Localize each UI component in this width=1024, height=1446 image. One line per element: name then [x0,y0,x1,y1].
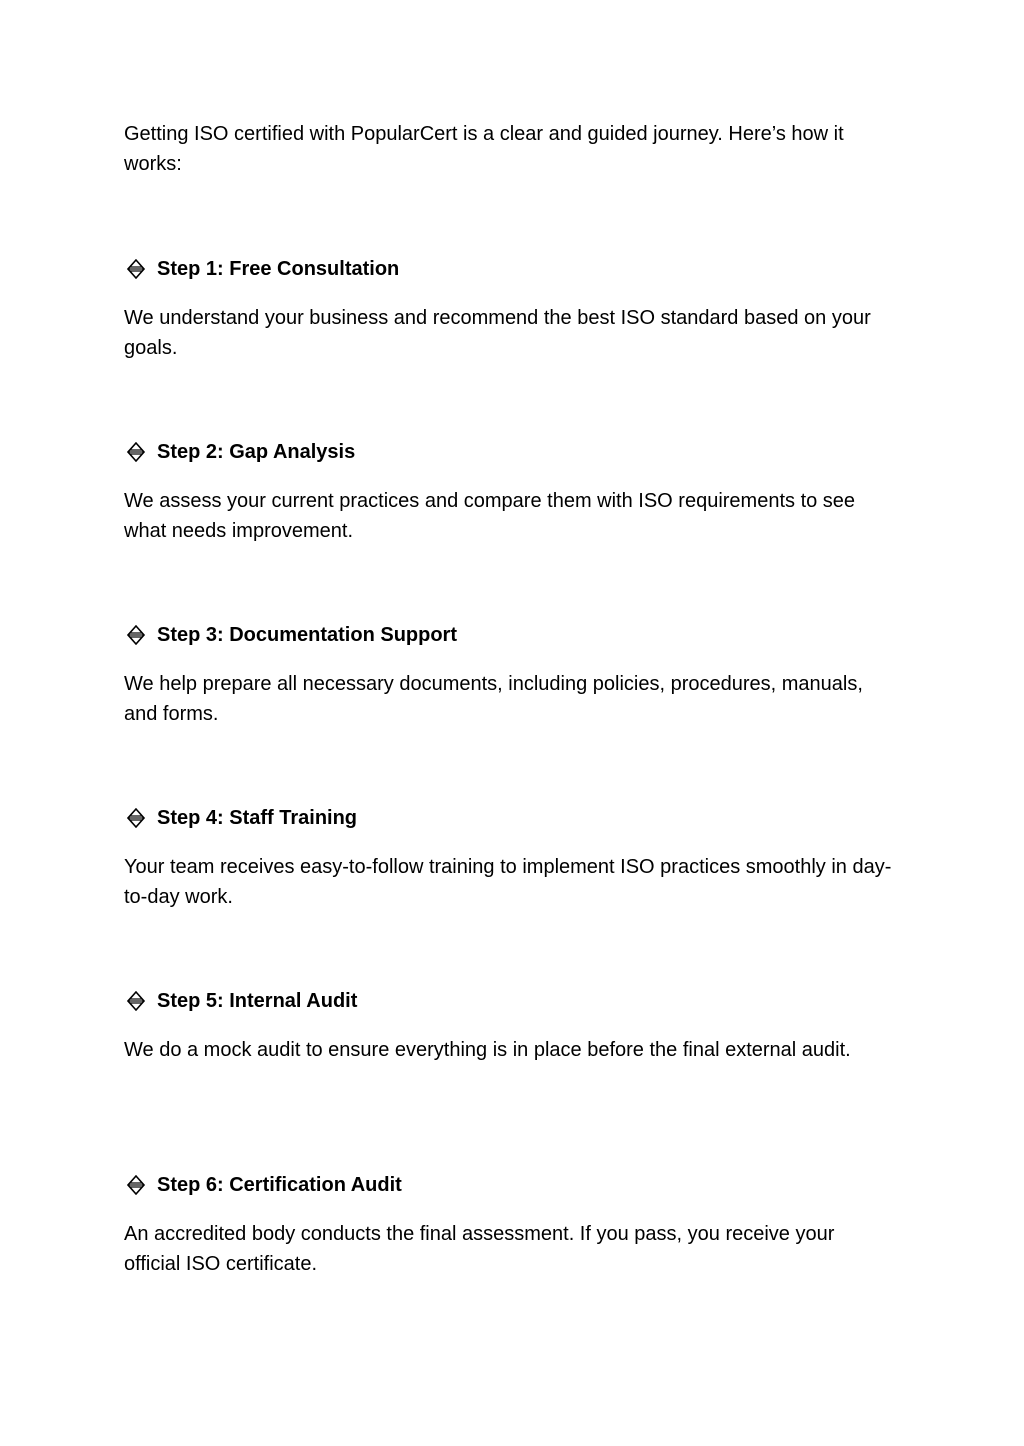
intro-paragraph: Getting ISO certified with PopularCert is a clear and guided journey. Here’s how it works: [124,123,844,175]
diamond-icon [126,442,148,462]
step-description: We understand your business and recommend the best ISO standard based on your goals. [124,307,871,359]
step-title: Step 4: Staff Training [157,807,358,829]
step-title: Step 1: Free Consultation [157,258,400,280]
step-heading [124,805,904,831]
step-description: An accredited body conducts the final assessment. If you pass, you receive your official ISO certificate. [124,1223,835,1275]
step-title: Step 2: Gap Analysis [157,441,356,463]
step-description: Your team receives easy-to-follow training to implement ISO practices smoothly in day-to-day work. [124,856,892,908]
step-3 [124,622,904,729]
diamond-icon [126,808,148,828]
step-heading [124,256,904,282]
step-description: We do a mock audit to ensure everything is in place before the final external audit. [124,1039,851,1061]
step-5 [124,988,904,1066]
step-4 [124,805,904,912]
diamond-icon [126,625,148,645]
step-description: We assess your current practices and compare them with ISO requirements to see what needs improvement. [124,490,856,542]
step-1 [124,256,904,363]
step-heading [124,1172,904,1198]
step-description: We help prepare all necessary documents, including policies, procedures, manuals, and forms. [124,673,863,725]
step-6 [124,1172,904,1279]
step-2 [124,439,904,546]
step-heading [124,988,904,1014]
step-heading [124,439,904,465]
step-title: Step 5: Internal Audit [157,990,358,1012]
diamond-icon [126,259,148,279]
step-title: Step 3: Documentation Support [157,624,457,646]
diamond-icon [126,1175,148,1195]
step-heading [124,622,904,648]
step-title: Step 6: Certification Audit [157,1174,402,1196]
diamond-icon [126,991,148,1011]
